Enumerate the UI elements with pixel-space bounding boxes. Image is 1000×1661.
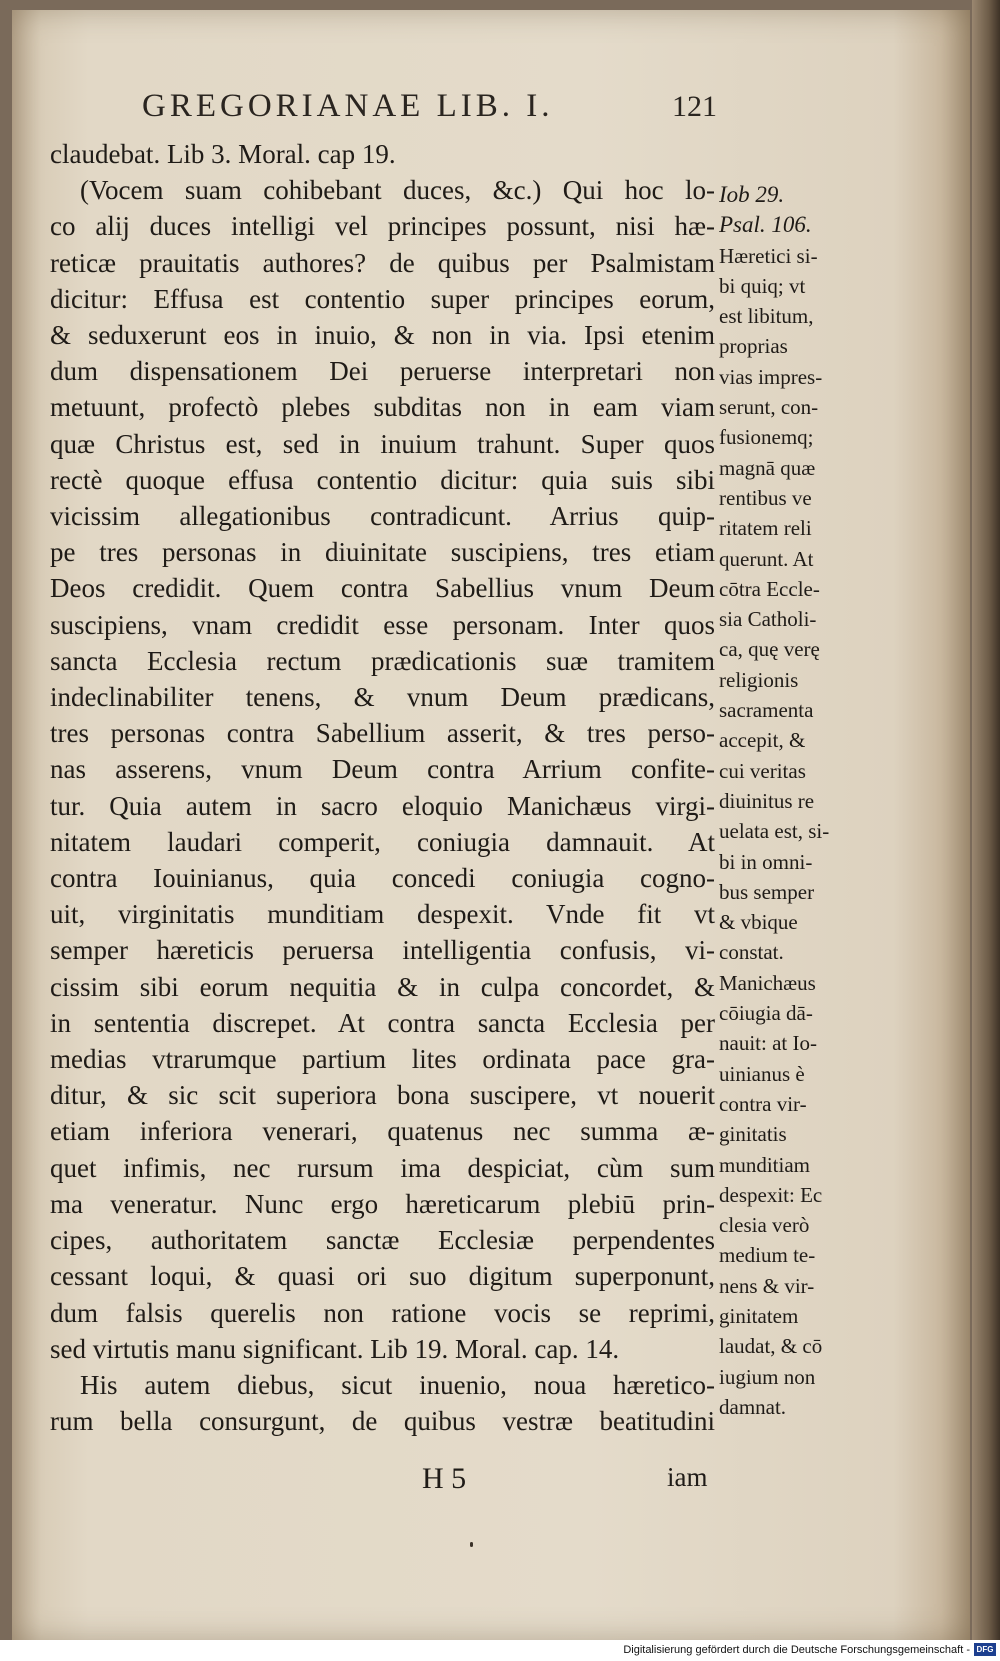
margin-line: clesia verò — [719, 1213, 810, 1238]
margin-line: bi quiq; vt — [719, 273, 806, 298]
margin-notes — [719, 180, 879, 1422]
margin-line: est libitum, — [719, 304, 814, 329]
margin-line: ginitatem — [719, 1303, 799, 1328]
text-line: rectè quoque effusa contentio dicitur: quia suis sibi — [50, 464, 715, 495]
text-line: sed virtutis manu significant. Lib 19. Moral. cap. 14. — [50, 1333, 620, 1364]
main-text-column — [50, 136, 715, 1439]
text-line: rum bella consurgunt, de quibus vestræ beatitudini — [50, 1406, 715, 1437]
text-line: claudebat. Lib 3. Moral. cap 19. — [50, 139, 396, 169]
margin-line: laudat, & cō — [719, 1334, 823, 1359]
text-line: ditur, & sic scit superiora bona suscipere, vt nouerit — [50, 1080, 715, 1111]
margin-line: Manichæus — [719, 970, 816, 995]
margin-line: damnat. — [719, 1394, 787, 1419]
text-line: contra Iouinianus, quia concedi coniugia cogno- — [50, 863, 715, 894]
margin-citation: Psal. 106. — [719, 212, 812, 238]
text-line: His autem diebus, sicut inuenio, noua hæretico- — [80, 1369, 715, 1400]
margin-line: serunt, con- — [719, 395, 819, 420]
text-line: vicissim allegationibus contradicunt. Arrius quip- — [50, 501, 715, 532]
digitization-credit — [623, 1643, 996, 1656]
margin-line: despexit: Ec — [719, 1182, 823, 1207]
running-title: GREGORIANAE LIB. I. — [142, 88, 554, 124]
margin-line: constat. — [719, 940, 784, 965]
margin-line: querunt. At — [719, 546, 814, 571]
credit-text: Digitalisierung gefördert durch die Deutsche Forschungsgemeinschaft - — [623, 1643, 970, 1656]
margin-line: diuinitus re — [719, 788, 815, 813]
text-line: pe tres personas in diuinitate suscipiens, tres etiam — [50, 537, 715, 568]
text-line: cipes, authoritatem sanctæ Ecclesiæ perpendentes — [50, 1225, 715, 1256]
margin-line: uelata est, si- — [719, 819, 830, 844]
margin-line: sia Catholi- — [719, 607, 817, 632]
margin-line: ca, quę verę — [719, 637, 820, 662]
margin-line: contra vir- — [719, 1091, 807, 1116]
text-line: co alij duces intelligi vel principes possunt, nisi hæ- — [50, 211, 715, 242]
dfg-logo-icon: DFG — [974, 1643, 996, 1656]
text-line: (Vocem suam cohibebant duces, &c.) Qui hoc lo- — [80, 175, 715, 206]
margin-line: Hæretici si- — [719, 243, 818, 268]
margin-line: religionis — [719, 667, 799, 692]
text-line: nas asserens, vnum Deum contra Arrium confite- — [50, 754, 715, 785]
margin-line: bus semper — [719, 879, 815, 904]
text-line: indeclinabiliter tenens, & vnum Deum prædicans, — [50, 682, 715, 713]
page-number: 121 — [672, 90, 717, 123]
margin-line: iugium non — [719, 1364, 816, 1389]
text-line: cissim sibi eorum nequitia & in culpa concordet, & — [50, 971, 715, 1002]
margin-line: ginitatis — [719, 1122, 787, 1147]
margin-citation: Iob 29. — [719, 182, 785, 207]
margin-line: accepit, & — [719, 728, 806, 753]
margin-line: rentibus ve — [719, 485, 812, 510]
ink-speck — [470, 1542, 473, 1547]
signature-mark: H 5 — [422, 1462, 467, 1495]
margin-line: sacramenta — [719, 698, 814, 723]
text-line: & seduxerunt eos in inuio, & non in via. Ipsi etenim — [50, 320, 715, 351]
margin-line: proprias — [719, 334, 788, 359]
margin-line: cōiugia dā- — [719, 1001, 813, 1026]
text-line: in sententia discrepet. At contra sancta Ecclesia per — [50, 1007, 715, 1038]
margin-line: cōtra Eccle- — [719, 576, 820, 601]
book-page — [12, 10, 970, 1640]
text-line: metuunt, profectò plebes subditas non in eam viam — [50, 392, 715, 423]
text-line: uit, virginitatis munditiam despexit. Vnde fit vt — [50, 899, 715, 930]
text-line: nitatem laudari comperit, coniugia damnauit. At — [50, 826, 715, 857]
margin-line: cui veritas — [719, 758, 806, 783]
margin-line: ritatem reli — [719, 516, 812, 541]
margin-line: & vbique — [719, 910, 798, 935]
margin-line: fusionemq; — [719, 425, 814, 450]
text-line: quæ Christus est, sed in inuium trahunt. Super quos — [50, 428, 715, 459]
text-line: etiam inferiora venerari, quatenus nec summa æ- — [50, 1116, 715, 1147]
text-line: tres personas contra Sabellium asserit, & tres perso- — [50, 718, 715, 749]
text-line: semper hæreticis peruersa intelligentia confusis, vi- — [50, 935, 715, 966]
text-line: ma veneratur. Nunc ergo hæreticarum plebiū prin- — [50, 1188, 715, 1219]
margin-line: medium te- — [719, 1243, 816, 1268]
text-line: dicitur: Effusa est contentio super principes eorum, — [50, 283, 715, 314]
margin-line: nauit: at Io- — [719, 1031, 817, 1056]
text-line: Deos credidit. Quem contra Sabellius vnum Deum — [50, 573, 715, 604]
book-edge — [972, 0, 1000, 1661]
text-line: medias vtrarumque partium lites ordinata pace gra- — [50, 1044, 715, 1075]
margin-line: uinianus è — [719, 1061, 805, 1086]
text-line: tur. Quia autem in sacro eloquio Manichæus virgi- — [50, 790, 715, 821]
text-line: sancta Ecclesia rectum prædicationis suæ tramitem — [50, 645, 715, 676]
catchword: iam — [667, 1462, 708, 1492]
margin-line: vias impres- — [719, 364, 823, 389]
text-line: dum dispensationem Dei peruerse interpretari non — [50, 356, 715, 387]
text-line: suscipiens, vnam credidit esse personam. Inter quos — [50, 609, 715, 640]
margin-line: bi in omni- — [719, 849, 813, 874]
margin-line: nens & vir- — [719, 1273, 815, 1298]
text-line: dum falsis querelis non ratione vocis se reprimi, — [50, 1297, 715, 1328]
margin-line: munditiam — [719, 1152, 810, 1177]
text-line: cessant loqui, & quasi ori suo digitum superponunt, — [50, 1261, 715, 1292]
text-line: quet infimis, nec rursum ima despiciat, cùm sum — [50, 1152, 715, 1183]
text-line: reticæ prauitatis authores? de quibus per Psalmistam — [50, 247, 715, 278]
margin-line: magnā quæ — [719, 455, 816, 480]
